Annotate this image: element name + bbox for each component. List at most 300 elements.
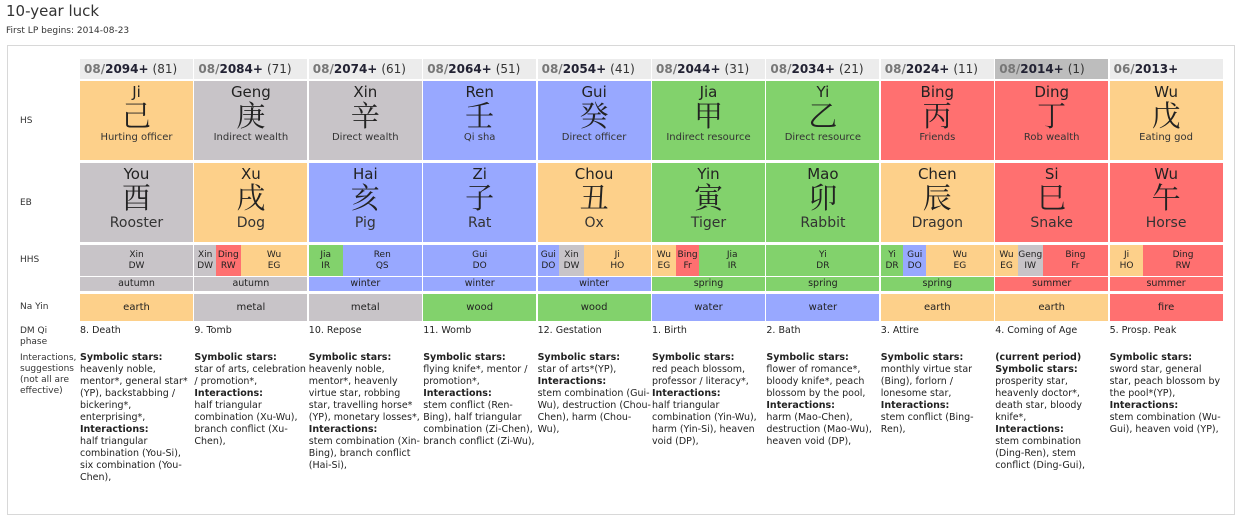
- stem-pinyin: Ren: [465, 83, 494, 101]
- qi-phase: 12. Gestation: [537, 325, 602, 336]
- earthly-branch-cell: [881, 163, 994, 242]
- hidden-stem-name: Ji: [614, 250, 620, 260]
- hidden-stem: [766, 245, 879, 276]
- interactions-body: heavenly noble, mentor*, general star*(YP), backstabbing / bickering*, enterprising*,: [80, 364, 188, 423]
- branch-character: 巳: [1037, 181, 1067, 215]
- period-header[interactable]: [80, 59, 193, 79]
- qi-phase: 3. Attire: [880, 325, 919, 336]
- period-header[interactable]: [652, 59, 765, 79]
- period-header[interactable]: [538, 59, 651, 79]
- stem-ten-god: Rob wealth: [1023, 132, 1080, 143]
- stem-pinyin: Gui: [581, 83, 607, 101]
- hidden-stem-god: RW: [1175, 261, 1191, 271]
- interactions-body: stem combination (Ding-Ren), stem conflict (Ding-Gui),: [995, 436, 1086, 471]
- interactions-heading: Interactions:: [423, 388, 492, 399]
- interactions-text: [766, 352, 880, 448]
- qi-phase: 2. Bath: [766, 325, 801, 336]
- stem-character: 壬: [465, 99, 495, 133]
- interactions-heading: Symbolic stars:: [766, 352, 849, 363]
- stem-pinyin: Wu: [1154, 83, 1178, 101]
- hidden-stem: [1043, 245, 1109, 276]
- nayin-cell: earth: [995, 294, 1108, 321]
- stem-character: 丙: [922, 99, 952, 133]
- season-cell: autumn: [80, 277, 193, 291]
- stem-ten-god: Indirect wealth: [213, 132, 289, 143]
- hidden-stem-god: EG: [657, 261, 671, 271]
- earthly-branch-cell: [652, 163, 765, 242]
- hidden-stems-cell: [652, 245, 765, 276]
- luck-period-column: [537, 59, 651, 435]
- period-month: 08/: [84, 62, 106, 76]
- hidden-stem: [699, 245, 765, 276]
- first-lp-date: First LP begins: 2014-08-23: [6, 26, 130, 36]
- branch-character: 午: [1151, 181, 1181, 215]
- hidden-stem-god: IR: [321, 261, 331, 271]
- interactions-body: harm (Mao-Chen), destruction (Mao-Wu), heaven void (DP),: [766, 412, 872, 447]
- row-label-dm-qi-line2: phase: [20, 337, 48, 347]
- interactions-heading: Symbolic stars:: [880, 352, 964, 363]
- hidden-stem: [676, 245, 700, 276]
- branch-animal: Ox: [584, 215, 604, 231]
- hidden-stems-cell: [881, 245, 994, 276]
- season-cell: winter: [538, 277, 651, 291]
- interactions-heading: Symbolic stars:: [80, 352, 163, 363]
- interactions-body: star of arts*(YP),: [537, 364, 617, 375]
- interactions-heading: Interactions:: [766, 400, 835, 411]
- branch-animal: Pig: [354, 215, 376, 231]
- period-year: 2014+: [1020, 62, 1064, 76]
- luck-period-column: [880, 59, 994, 435]
- hidden-stem-god: DW: [563, 261, 580, 271]
- hidden-stem-name: Wu: [266, 250, 282, 260]
- qi-phase: 8. Death: [80, 325, 121, 336]
- branch-animal: Rooster: [109, 215, 164, 231]
- season-cell: summer: [1110, 277, 1223, 291]
- hidden-stem-god: HO: [1119, 261, 1134, 271]
- branch-character: 丑: [579, 181, 609, 215]
- nayin-cell: metal: [194, 294, 307, 321]
- period-month: 08/: [312, 62, 334, 76]
- stem-ten-god: Hurting officer: [100, 132, 173, 143]
- hidden-stem-name: Gui: [907, 250, 923, 260]
- interactions-heading: Symbolic stars:: [308, 352, 392, 363]
- interactions-text: [80, 352, 194, 484]
- period-year: 2044+: [677, 62, 721, 76]
- period-header[interactable]: [881, 59, 994, 79]
- hidden-stem-name: Gui: [472, 250, 488, 260]
- period-header[interactable]: [1110, 59, 1223, 79]
- heavenly-stem-cell: [881, 81, 994, 160]
- hidden-stems-cell: [995, 245, 1108, 276]
- interactions-body: half triangular combination (Xu-Wu), branch conflict (Xu-Chen),: [194, 400, 298, 447]
- qi-phase: 1. Birth: [652, 325, 687, 336]
- nayin-cell: fire: [1110, 294, 1223, 321]
- hidden-stem-name: Wu: [656, 250, 671, 260]
- branch-pinyin: Yin: [697, 165, 720, 183]
- branch-pinyin: Mao: [807, 165, 839, 183]
- nayin-cell: earth: [881, 294, 994, 321]
- stem-ten-god: Friends: [919, 132, 956, 143]
- branch-animal: Horse: [1145, 215, 1187, 231]
- period-month: 08/: [884, 62, 906, 76]
- luck-period-column: [652, 59, 765, 447]
- branch-pinyin: Xu: [240, 165, 261, 183]
- nayin-cell: water: [766, 294, 879, 321]
- interactions-body: stem combination (Xin-Bing), branch conflict (Hai-Si),: [308, 436, 420, 471]
- interactions-body: stem conflict (Ren-Bing), half triangular combination (Zi-Chen), branch conflict (Zi-Wu),: [423, 400, 535, 447]
- period-age: (41): [610, 62, 635, 76]
- earthly-branch-cell: [538, 163, 651, 242]
- stem-character: 庚: [236, 99, 266, 133]
- interactions-text: [309, 352, 423, 472]
- row-label-hs: HS: [20, 116, 33, 126]
- branch-animal: Snake: [1030, 215, 1073, 231]
- hidden-stem-god: RW: [220, 261, 236, 271]
- interactions-heading: (current period): [995, 352, 1082, 363]
- heavenly-stem-cell: [1110, 81, 1223, 160]
- branch-character: 戌: [236, 181, 266, 215]
- row-label-hhs: HHS: [20, 255, 40, 265]
- hidden-stem-god: DO: [907, 261, 922, 271]
- row-label-dm-qi: [20, 326, 47, 348]
- interactions-heading: Interactions:: [194, 388, 263, 399]
- stem-character: 癸: [579, 99, 609, 133]
- hidden-stem-god: EG: [267, 261, 281, 271]
- stem-ten-god: Direct officer: [561, 132, 627, 143]
- nayin-cell: wood: [538, 294, 651, 321]
- stem-ten-god: Indirect resource: [666, 132, 751, 143]
- earthly-branch-cell: [194, 163, 307, 242]
- stem-ten-god: Direct resource: [784, 132, 862, 143]
- interactions-body: flower of romance*, bloody knife*, peach blossom by the pool,: [766, 364, 866, 399]
- hidden-stem-god: Fr: [683, 261, 692, 271]
- season-cell: winter: [423, 277, 536, 291]
- season-cell: autumn: [194, 277, 307, 291]
- period-header[interactable]: [194, 59, 307, 79]
- period-age: (1): [1067, 62, 1085, 76]
- branch-pinyin: Hai: [352, 165, 378, 183]
- page-title: 10-year luck: [6, 2, 100, 20]
- row-label-inter-4: effective): [20, 386, 63, 396]
- hidden-stem-god: DW: [197, 261, 214, 271]
- period-year: 2034+: [791, 62, 835, 76]
- hidden-stem-god: DR: [816, 261, 830, 271]
- qi-phase: 9. Tomb: [194, 325, 232, 336]
- stem-pinyin: Xin: [353, 83, 378, 101]
- period-year: 2084+: [219, 62, 263, 76]
- qi-phase: 4. Coming of Age: [995, 325, 1078, 336]
- row-label-dm-qi-line1: DM Qi: [20, 326, 48, 336]
- luck-period-column: [308, 59, 422, 471]
- hidden-stem-name: Yi: [819, 250, 827, 260]
- period-month: 06/: [1113, 62, 1135, 76]
- hidden-stem: [559, 245, 584, 276]
- earthly-branch-cell: [309, 163, 422, 242]
- interactions-body: prosperity star, heavenly doctor*, death star, bloody knife*,: [995, 376, 1083, 423]
- hidden-stem: [652, 245, 676, 276]
- hidden-stem: [241, 245, 308, 276]
- interactions-body: stem combination (Wu-Gui), heaven void (YP),: [1109, 412, 1221, 435]
- heavenly-stem-cell: [423, 81, 536, 160]
- heavenly-stem-cell: [995, 81, 1108, 160]
- stem-pinyin: Yi: [816, 83, 830, 101]
- period-year: 2094+: [105, 62, 149, 76]
- season-cell: spring: [881, 277, 994, 291]
- hidden-stem: [584, 245, 651, 276]
- branch-animal: Dog: [236, 215, 265, 231]
- branch-character: 子: [465, 181, 495, 215]
- interactions-body: monthly virtue star (Bing), forlorn / lonesome star,: [880, 364, 973, 399]
- hidden-stem-name: Xin: [197, 250, 213, 260]
- luck-period-column: [995, 59, 1108, 471]
- hidden-stem-name: Jia: [320, 250, 332, 260]
- interactions-body: red peach blossom, professor / literacy*,: [652, 364, 749, 387]
- luck-period-column: [1109, 59, 1223, 435]
- nayin-cell: water: [652, 294, 765, 321]
- stem-pinyin: Ding: [1034, 83, 1070, 101]
- interactions-text: [194, 352, 308, 448]
- row-label-interactions: [20, 353, 80, 397]
- hidden-stems-cell: [309, 245, 422, 276]
- branch-character: 卯: [808, 181, 838, 215]
- hidden-stem-god: EG: [1000, 261, 1013, 271]
- period-age: (81): [152, 62, 178, 76]
- earthly-branch-cell: [766, 163, 879, 242]
- interactions-text: [538, 352, 652, 436]
- row-label-nayin: Na Yin: [20, 302, 49, 312]
- qi-phase: 5. Prosp. Peak: [1109, 325, 1177, 336]
- heavenly-stem-cell: [652, 81, 765, 160]
- branch-animal: Rat: [467, 215, 492, 231]
- row-label-eb: EB: [20, 198, 32, 208]
- stem-ten-god: Eating god: [1139, 132, 1193, 143]
- hidden-stem: [903, 245, 926, 276]
- row-label-inter-1: Interactions,: [20, 353, 77, 363]
- hidden-stem: [1143, 245, 1222, 276]
- hidden-stem-god: HO: [610, 261, 625, 271]
- period-month: 08/: [541, 62, 563, 76]
- branch-pinyin: Chen: [917, 165, 957, 183]
- hidden-stems-cell: [423, 245, 536, 276]
- heavenly-stem-cell: [80, 81, 193, 160]
- heavenly-stem-cell: [766, 81, 879, 160]
- period-age: (11): [953, 62, 978, 76]
- interactions-heading: Interactions:: [80, 424, 149, 435]
- earthly-branch-cell: [995, 163, 1108, 242]
- earthly-branch-cell: [423, 163, 536, 242]
- hidden-stem: [1018, 245, 1043, 276]
- interactions-heading: Interactions:: [537, 376, 607, 387]
- stem-character: 己: [121, 99, 151, 133]
- heavenly-stem-cell: [194, 81, 307, 160]
- hidden-stem-god: DO: [472, 261, 487, 271]
- qi-phase: 10. Repose: [308, 325, 362, 336]
- stem-character: 丁: [1037, 99, 1067, 133]
- interactions-heading: Symbolic stars:: [537, 352, 621, 363]
- period-month: 08/: [770, 62, 792, 76]
- period-header[interactable]: [995, 59, 1108, 79]
- heavenly-stem-cell: [309, 81, 422, 160]
- nayin-cell: wood: [423, 294, 536, 321]
- branch-pinyin: Wu: [1154, 165, 1178, 183]
- period-age: (61): [381, 62, 406, 76]
- hidden-stem-name: Yi: [888, 250, 896, 260]
- branch-character: 亥: [350, 181, 380, 215]
- hidden-stem-name: Ren: [373, 250, 391, 260]
- stem-character: 甲: [693, 99, 723, 133]
- interactions-body: flying knife*, mentor / promotion*,: [423, 364, 528, 387]
- interactions-heading: Interactions:: [308, 424, 378, 435]
- branch-pinyin: Zi: [472, 165, 487, 183]
- branch-pinyin: Si: [1044, 165, 1059, 183]
- hidden-stems-cell: [766, 245, 879, 276]
- interactions-heading: Symbolic stars:: [995, 364, 1078, 375]
- hidden-stem-god: EG: [953, 261, 967, 271]
- period-month: 08/: [999, 62, 1021, 76]
- hidden-stem-god: QS: [375, 261, 389, 271]
- hidden-stem-name: Jia: [726, 250, 738, 260]
- interactions-heading: Symbolic stars:: [423, 352, 506, 363]
- season-cell: spring: [766, 277, 879, 291]
- hidden-stem-name: Ding: [1172, 250, 1194, 260]
- season-cell: winter: [309, 277, 422, 291]
- branch-animal: Rabbit: [800, 215, 846, 231]
- stem-pinyin: Bing: [920, 83, 955, 101]
- nayin-cell: earth: [80, 294, 193, 321]
- hidden-stem-name: Bing: [1065, 250, 1086, 260]
- interactions-body: sword star, general star, peach blossom by the pool*(YP),: [1109, 364, 1221, 399]
- hidden-stems-cell: [80, 245, 193, 276]
- interactions-heading: Interactions:: [1109, 400, 1179, 411]
- hidden-stem: [309, 245, 343, 276]
- interactions-body: half triangular combination (Yin-Wu), harm (Yin-Si), heaven void (DP),: [652, 400, 757, 447]
- hidden-stems-cell: [538, 245, 651, 276]
- interactions-body: stem conflict (Bing-Ren),: [880, 412, 974, 435]
- period-year: 2024+: [905, 62, 950, 76]
- row-label-inter-2: suggestions: [20, 364, 74, 374]
- period-year: 2074+: [333, 62, 378, 76]
- hidden-stem: [423, 245, 536, 276]
- hidden-stem: [1110, 245, 1144, 276]
- hidden-stems-cell: [1110, 245, 1223, 276]
- branch-character: 酉: [121, 181, 151, 215]
- stem-character: 戊: [1151, 99, 1181, 133]
- stem-pinyin: Ji: [132, 83, 141, 101]
- hidden-stem: [881, 245, 904, 276]
- hidden-stem-name: Wu: [999, 250, 1014, 260]
- stem-pinyin: Geng: [230, 83, 271, 101]
- period-header[interactable]: [309, 59, 422, 79]
- period-year: 2013+: [1134, 62, 1179, 76]
- hidden-stem-god: DO: [541, 261, 556, 271]
- interactions-heading: Symbolic stars:: [652, 352, 735, 363]
- period-year: 2064+: [448, 62, 492, 76]
- hidden-stem-name: Gui: [540, 250, 556, 260]
- stem-ten-god: Qi sha: [463, 132, 496, 143]
- hidden-stem: [926, 245, 994, 276]
- period-header[interactable]: [766, 59, 879, 79]
- luck-period-column: [80, 59, 193, 483]
- hidden-stem-god: DR: [885, 261, 899, 271]
- interactions-text: [423, 352, 537, 448]
- earthly-branch-cell: [80, 163, 193, 242]
- period-month: 08/: [427, 62, 449, 76]
- hidden-stem-name: Ding: [217, 250, 239, 260]
- branch-pinyin: You: [123, 165, 150, 183]
- hidden-stem-god: DW: [128, 261, 145, 271]
- row-label-inter-3: (not all are: [20, 375, 70, 385]
- interactions-heading: Symbolic stars:: [194, 352, 277, 363]
- hidden-stem: [343, 245, 422, 276]
- hidden-stem: [194, 245, 215, 276]
- interactions-heading: Interactions:: [880, 400, 950, 411]
- interactions-text: [881, 352, 995, 436]
- luck-period-column: [194, 59, 307, 447]
- season-cell: summer: [995, 277, 1108, 291]
- interactions-text: [995, 352, 1109, 472]
- stem-pinyin: Jia: [699, 83, 718, 101]
- luck-period-column: [423, 59, 536, 447]
- hidden-stem: [216, 245, 241, 276]
- hidden-stem-name: Bing: [677, 250, 698, 260]
- hidden-stem-name: Wu: [952, 250, 968, 260]
- qi-phase: 11. Womb: [423, 325, 472, 336]
- period-age: (21): [838, 62, 864, 76]
- hidden-stem: [995, 245, 1018, 276]
- luck-period-column: [766, 59, 879, 447]
- nayin-cell: metal: [309, 294, 422, 321]
- interactions-body: star of arts, celebration / promotion*,: [194, 364, 306, 387]
- branch-animal: Tiger: [690, 215, 727, 231]
- hidden-stem: [538, 245, 559, 276]
- hidden-stem: [80, 245, 193, 276]
- branch-pinyin: Chou: [574, 165, 614, 183]
- stem-ten-god: Direct wealth: [331, 132, 399, 143]
- season-cell: spring: [652, 277, 765, 291]
- period-month: 08/: [656, 62, 678, 76]
- interactions-heading: Interactions:: [995, 424, 1064, 435]
- hidden-stem-name: Geng: [1018, 250, 1043, 260]
- heavenly-stem-cell: [538, 81, 651, 160]
- hidden-stem-god: IW: [1024, 261, 1036, 271]
- interactions-heading: Interactions:: [652, 388, 721, 399]
- branch-character: 辰: [922, 181, 952, 215]
- interactions-body: heavenly noble, mentor*, heavenly virtue star, robbing star, travelling horse*(YP), monetary losses*,: [308, 364, 420, 423]
- hidden-stem-name: Xin: [564, 250, 579, 260]
- branch-character: 寅: [693, 181, 723, 215]
- period-year: 2054+: [562, 62, 607, 76]
- period-month: 08/: [198, 62, 220, 76]
- hidden-stem-name: Xin: [129, 250, 144, 260]
- interactions-text: [652, 352, 766, 448]
- period-age: (71): [266, 62, 292, 76]
- period-age: (51): [495, 62, 521, 76]
- interactions-heading: Symbolic stars:: [1109, 352, 1193, 363]
- stem-character: 乙: [808, 99, 838, 133]
- hidden-stem-name: Ji: [1123, 250, 1130, 260]
- branch-animal: Dragon: [911, 215, 964, 231]
- interactions-body: stem combination (Gui-Wu), destruction (Chou-Chen), harm (Chou-Wu),: [537, 388, 651, 435]
- hidden-stem-god: Fr: [1071, 261, 1080, 271]
- hidden-stems-cell: [194, 245, 307, 276]
- earthly-branch-cell: [1110, 163, 1223, 242]
- interactions-text: [1110, 352, 1224, 436]
- interactions-body: half triangular combination (You-Si), six combination (You-Chen),: [80, 436, 182, 483]
- period-age: (31): [724, 62, 750, 76]
- hidden-stem-god: IR: [727, 261, 737, 271]
- stem-character: 辛: [350, 99, 380, 133]
- period-header[interactable]: [423, 59, 536, 79]
